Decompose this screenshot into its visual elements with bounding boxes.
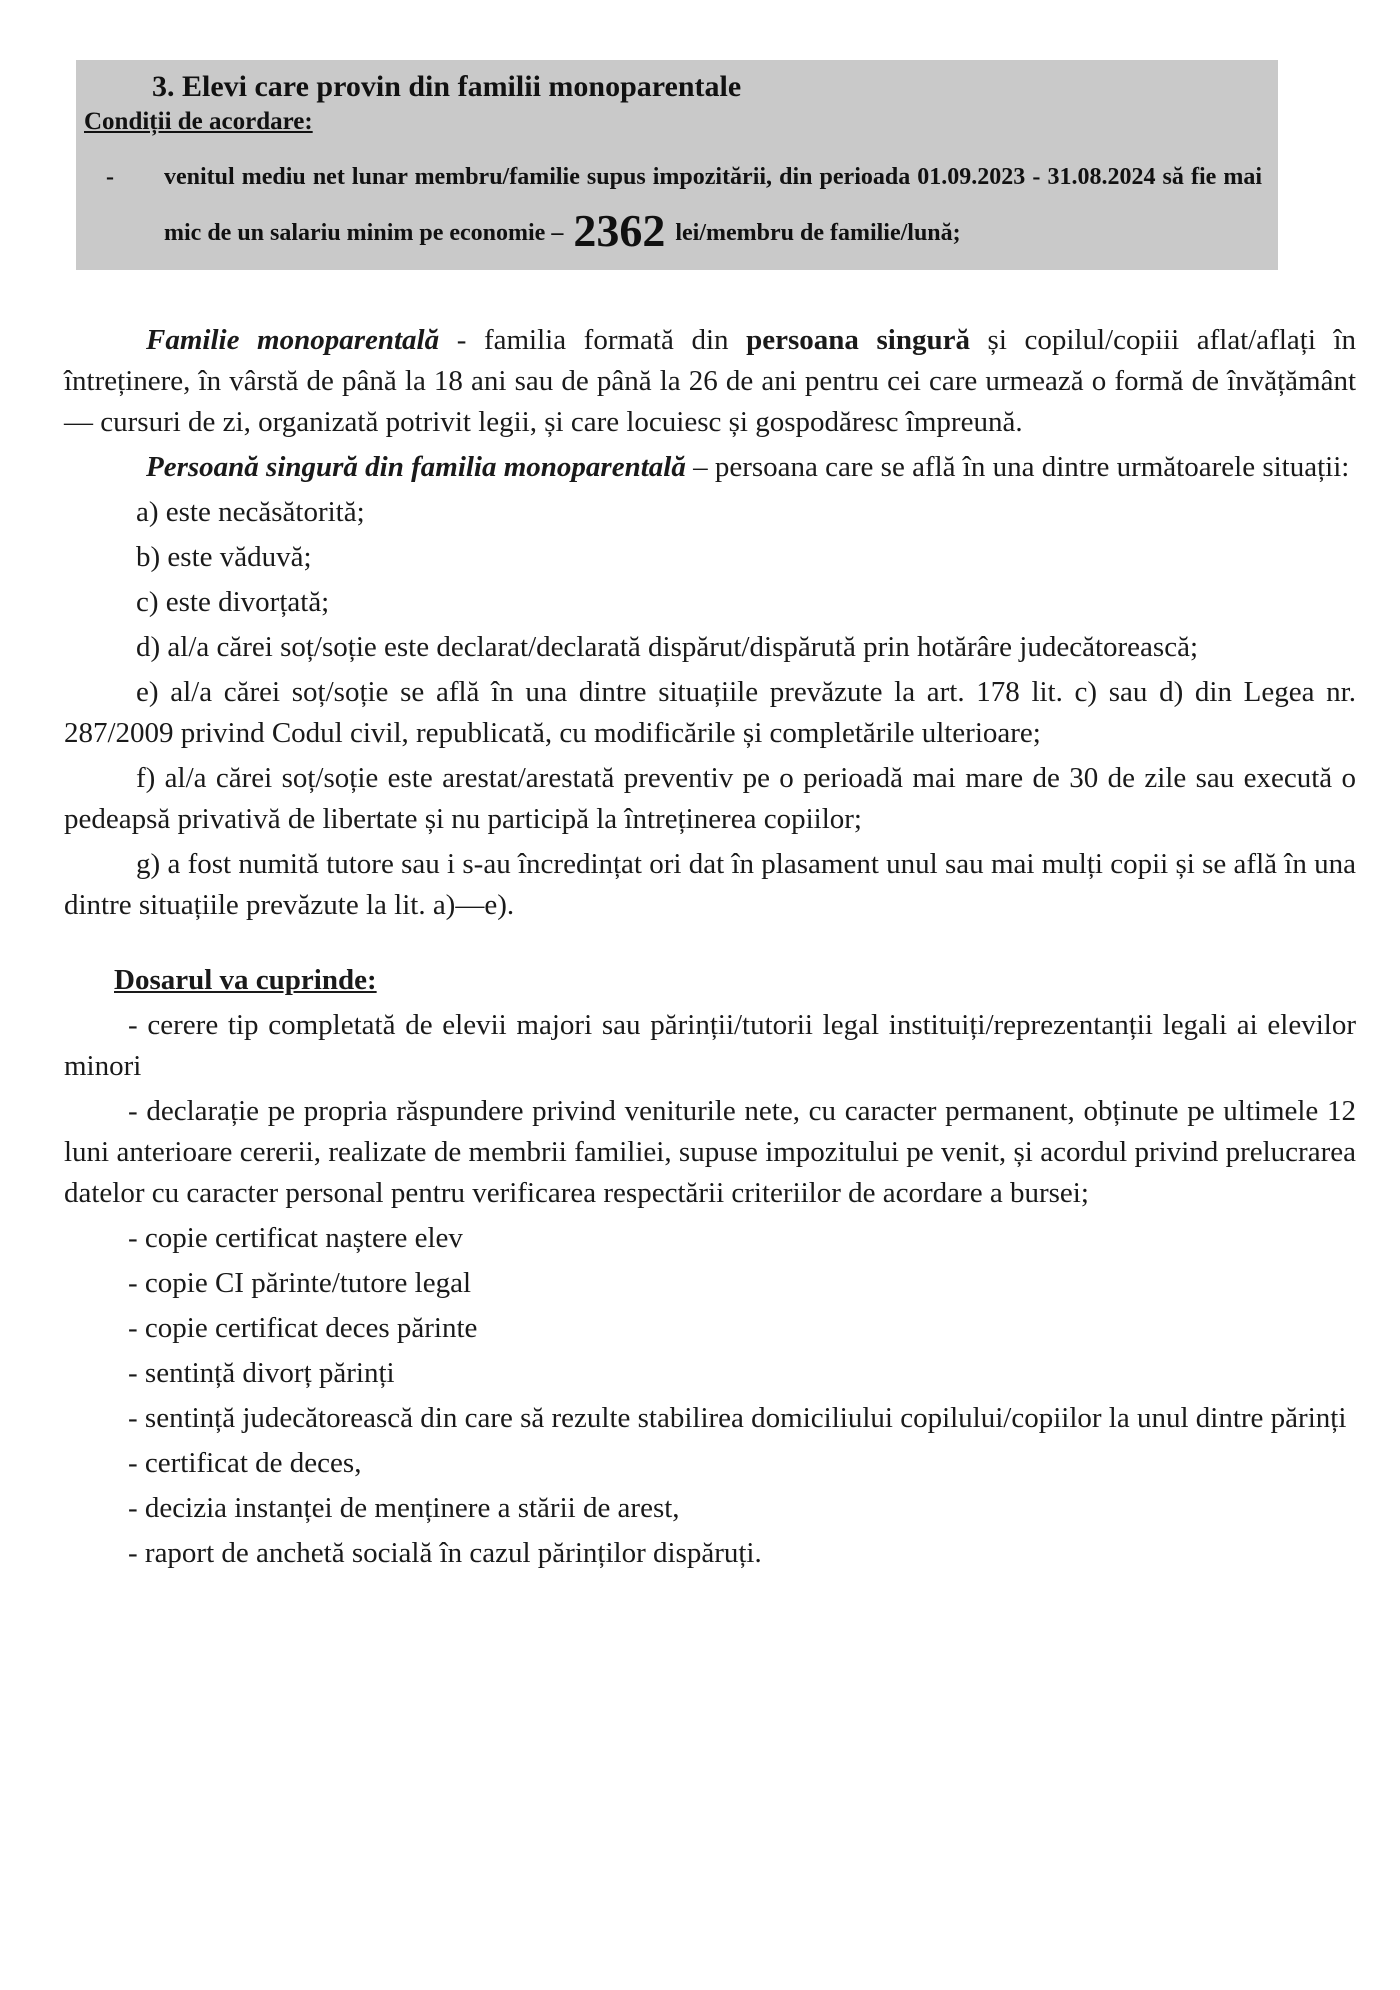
dossier-item: - copie certificat naștere elev	[128, 1222, 463, 1254]
situation-item: g) a fost numită tutore sau i s-au încredințat ori dat în plasament unul sau mai mulți copii și se află în una dintre situațiile prevăzute la lit. a)—e).	[64, 848, 1356, 921]
condition-text-part2: lei/membru de familie/lună;	[675, 220, 961, 246]
person-definition	[64, 447, 1356, 488]
situation-item: c) este divorțată;	[136, 586, 330, 618]
dossier-item: - decizia instanței de menținere a stării de arest,	[128, 1492, 680, 1524]
family-definition	[64, 320, 1356, 443]
family-bold: persoana singură	[746, 324, 970, 356]
situation-item: f) al/a cărei soț/soție este arestat/arestată preventiv pe o perioadă mai mare de 30 de zile sau execută o pedeapsă privativă de libertate și nu participă la întreținerea copiilor;	[64, 762, 1356, 835]
dossier-item: - certificat de deces,	[128, 1447, 362, 1479]
document-body	[64, 320, 1356, 1578]
dossier-item: - declarație pe propria răspundere privind veniturile nete, cu caracter permanent, obținute pe ultimele 12 luni anterioare cererii, realizate de membrii familiei, supuse impozitului pe venit, și acordul privind prelucrarea datelor cu caracter personal pentru verificarea respectării criteriilor de acordare a bursei;	[64, 1095, 1356, 1209]
dossier-item: - copie certificat deces părinte	[128, 1312, 478, 1344]
situation-item: e) al/a cărei soț/soție se află în una dintre situațiile prevăzute la art. 178 lit. c) sau d) din Legea nr. 287/2009 privind Codul civil, republicată, cu modificările și completările ulterioare;	[64, 676, 1356, 749]
dossier-item: - sentință judecătorească din care să rezulte stabilirea domiciliului copilului/copiilor la unul dintre părinți	[128, 1402, 1347, 1434]
dossier-item: - cerere tip completată de elevii majori sau părinții/tutorii legal instituiți/reprezentanții legali ai elevilor minori	[64, 1009, 1356, 1082]
family-term: Familie monoparentală	[146, 324, 440, 356]
person-term: Persoană singură din familia monoparentală	[146, 451, 686, 483]
family-text-b: și copilul/copiii aflat/aflați în întreținere, în vârstă de până la 18 ani sau de până la 26 de ani pentru cei care urmează o formă de învățământ — cursuri de zi, organizată potrivit legii, și care locuiesc și gospodăresc împreună.	[64, 324, 1357, 438]
condition-item	[84, 150, 1262, 260]
header-box	[76, 60, 1278, 270]
family-text-a: - familia formată din	[439, 324, 747, 356]
situation-item: a) este necăsătorită;	[136, 496, 365, 528]
conditions-label: Condiții de acordare:	[84, 108, 313, 135]
dossier-heading: Dosarul va cuprinde:	[114, 964, 377, 996]
condition-dash: -	[106, 164, 114, 190]
situation-item: b) este văduvă;	[136, 541, 312, 573]
dossier-item: - sentință divorț părinți	[128, 1357, 395, 1389]
dossier-item: - raport de anchetă socială în cazul părinților dispăruți.	[128, 1537, 762, 1569]
condition-text-part1: venitul mediu net lunar membru/familie supus impozitării, din perioada 01.09.2023 - 31.08.2024 să fie mai mic de un salariu minim pe economie –	[164, 164, 1262, 246]
dossier-item: - copie CI părinte/tutore legal	[128, 1267, 472, 1299]
situation-item: d) al/a cărei soț/soție este declarat/declarată dispărut/dispărută prin hotărâre judecătorească;	[136, 631, 1198, 663]
section-title: 3. Elevi care provin din familii monoparentale	[152, 70, 742, 103]
income-threshold: 2362	[573, 205, 666, 256]
person-text: – persoana care se află în una dintre următoarele situații:	[685, 451, 1350, 483]
